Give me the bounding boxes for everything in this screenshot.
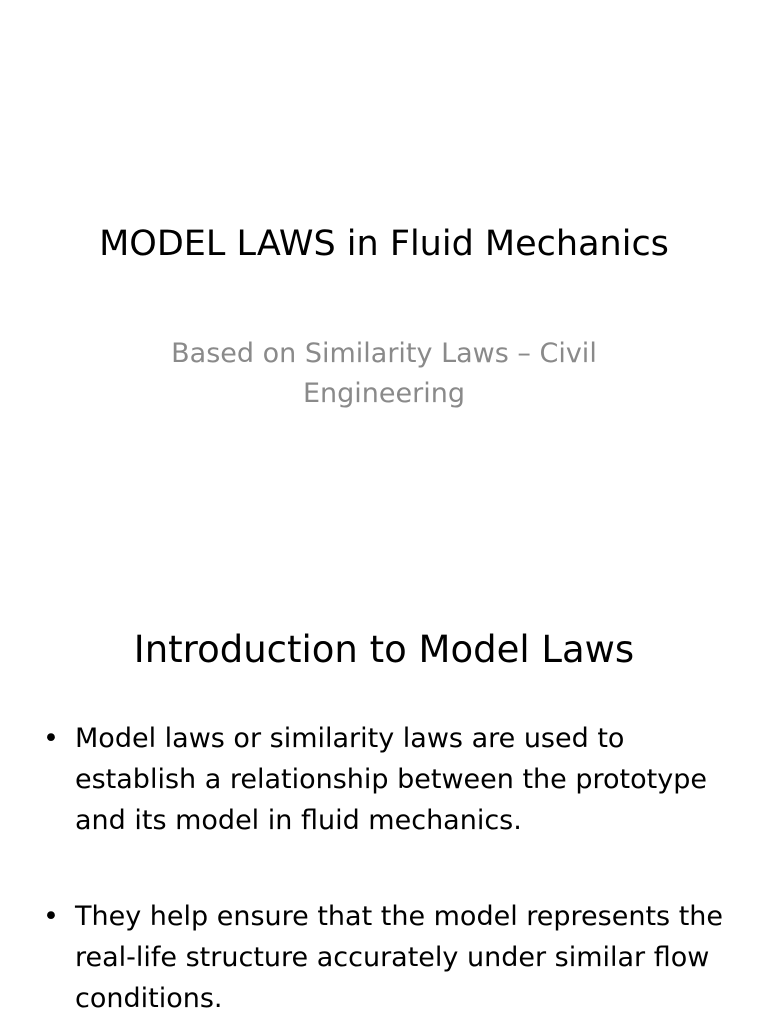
bullet-dot-icon: • (43, 723, 59, 754)
bullet-dot-icon: • (43, 901, 59, 932)
bullet-item (0, 718, 725, 841)
bullet-text: Model laws or similarity laws are used to establish a relationship between the prototype and its model in fluid mechanics. (75, 723, 707, 836)
slide-title: Introduction to Model Laws (133, 628, 635, 671)
bullet-list (0, 718, 768, 1024)
intro-slide (0, 576, 768, 1024)
presentation-title: MODEL LAWS in Fluid Mechanics (99, 224, 669, 264)
bullet-item (0, 896, 725, 1019)
bullet-text: They help ensure that the model represents the real-life structure accurately under similar flow conditions. (75, 901, 723, 1014)
presentation-subtitle: Based on Similarity Laws – Civil Engineering (171, 338, 597, 409)
